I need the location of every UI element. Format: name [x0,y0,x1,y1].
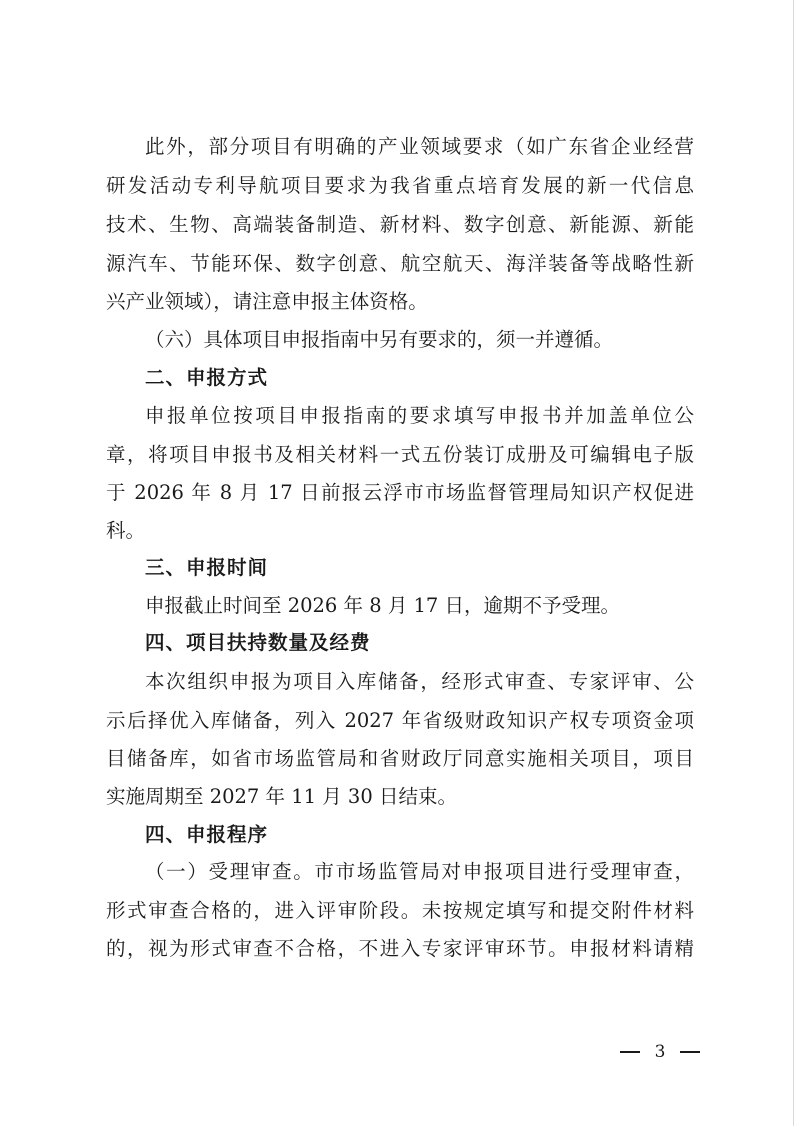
paragraph-line: 示后择优入库储备，列入 2027 年省级财政知识产权专项资金项 [106,709,694,732]
paragraph-line: 形式审查合格的，进入评审阶段。未按规定填写和提交附件材料 [106,899,694,922]
paragraph-line: 科。 [106,519,146,542]
page-edge-line [793,0,794,1126]
paragraph-line: 兴产业领域），请注意申报主体资格。 [106,290,428,313]
paragraph-line: 申报单位按项目申报指南的要求填写申报书并加盖单位公 [145,404,694,427]
paragraph-line: 于 2026 年 8 月 17 日前报云浮市市场监督管理局知识产权促进 [106,481,694,504]
section-heading: 四、申报程序 [145,823,269,846]
page-number: 3 [654,1042,666,1062]
paragraph-line: 本次组织申报为项目入库储备，经形式审查、专家评审、公 [145,670,694,693]
section-heading: 二、申报方式 [145,366,269,389]
section-heading: 四、项目扶持数量及经费 [145,631,371,654]
section-heading: 三、申报时间 [145,556,269,579]
paragraph-line: 源汽车、节能环保、数字创意、航空航天、海洋装备等战略性新 [106,252,694,275]
paragraph-line: （一）受理审查。市市场监管局对申报项目进行受理审查， [145,860,694,883]
paragraph-line: 申报截止时间至 2026 年 8 月 17 日，逾期不予受理。 [145,594,621,617]
page-footer [620,1040,700,1064]
paragraph-line: 实施周期至 2027 年 11 月 30 日结束。 [106,785,457,808]
paragraph-line: 章，将项目申报书及相关材料一式五份装订成册及可编辑电子版 [106,443,694,466]
paragraph-line: 目储备库，如省市场监管局和省财政厅同意实施相关项目，项目 [106,747,694,770]
paragraph-line: 技术、生物、高端装备制造、新材料、数字创意、新能源、新能 [106,213,694,236]
paragraph-line: 研发活动专利导航项目要求为我省重点培育发展的新一代信息 [106,174,694,197]
footer-dash-right [680,1051,700,1053]
footer-dash-left [620,1051,640,1053]
paragraph-line: 此外，部分项目有明确的产业领域要求（如广东省企业经营 [145,135,694,158]
paragraph-line: 的，视为形式审查不合格，不进入专家评审环节。申报材料请精 [106,937,694,960]
paragraph-line: （六）具体项目申报指南中另有要求的，须一并遵循。 [145,328,614,351]
